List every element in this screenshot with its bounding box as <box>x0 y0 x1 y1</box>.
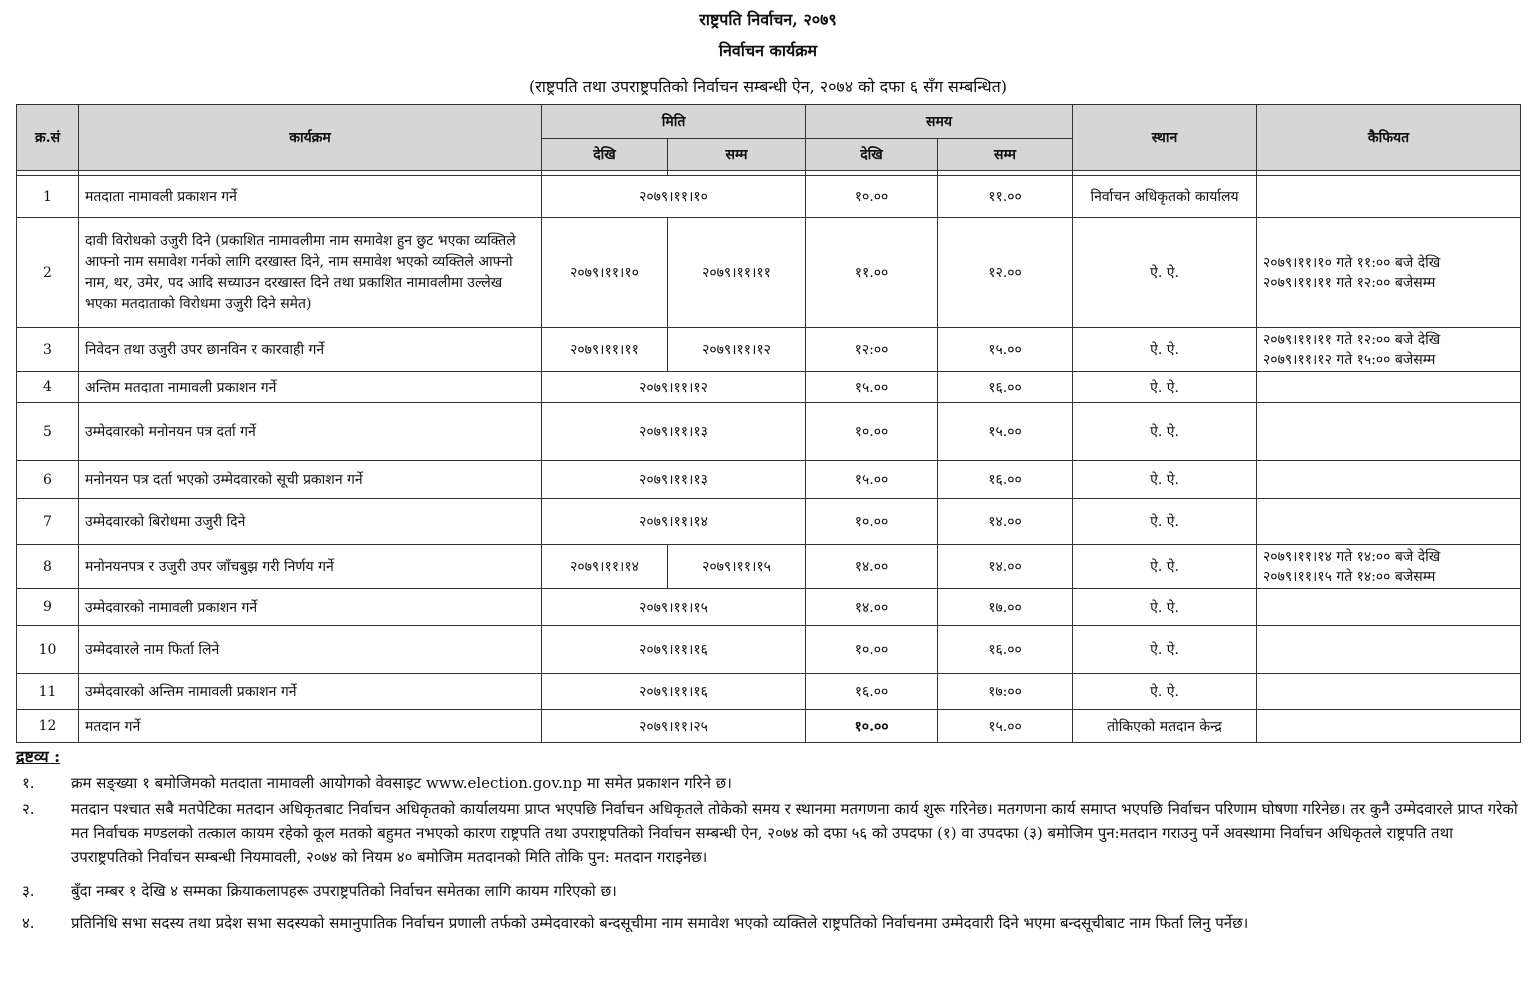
note-text: क्रम सङ्ख्या १ बमोजिमको मतदाता नामावली आयोगको वेवसाइट www.election.gov.np मा समेत प्रकाशन गरिने छ। <box>71 774 732 792</box>
header-program: कार्यक्रम <box>79 105 542 171</box>
row-place: तोकिएको मतदान केन्द्र <box>1073 710 1257 743</box>
table-row <box>17 372 1521 403</box>
row-serial: 3 <box>17 328 79 372</box>
row-time-to: १७:०० <box>938 674 1073 710</box>
row-program: मनोनयनपत्र र उजुरी उपर जाँचबुझ गरी निर्णय गर्ने <box>79 545 542 589</box>
row-serial: 11 <box>17 674 79 710</box>
table-row <box>17 218 1521 328</box>
row-date: २०७९।११।१६ <box>542 626 806 674</box>
row-time-to: १६.०० <box>938 372 1073 403</box>
row-time-to: १४.०० <box>938 545 1073 589</box>
note-text: बुँदा नम्बर १ देखि ४ सम्मका क्रियाकलापहरू उपराष्ट्रपतिको निर्वाचन समेतका लागि कायम गरिएको छ। <box>71 882 617 900</box>
row-serial: 1 <box>17 176 79 218</box>
notes-title: द्रष्टव्य : <box>16 747 61 766</box>
header-time-to: सम्म <box>938 139 1073 171</box>
row-program: उम्मेदवारको नामावली प्रकाशन गर्ने <box>79 589 542 626</box>
table-row <box>17 403 1521 461</box>
row-remark <box>1257 176 1521 218</box>
row-date: २०७९।११।२५ <box>542 710 806 743</box>
row-time-from: १०.०० <box>806 499 938 545</box>
row-time-to: १४.०० <box>938 499 1073 545</box>
table-row <box>17 626 1521 674</box>
table-row <box>17 328 1521 372</box>
row-serial: 10 <box>17 626 79 674</box>
header-time: समय <box>806 105 1073 139</box>
header-date-to: सम्म <box>668 139 806 171</box>
row-program: उम्मेदवारको अन्तिम नामावली प्रकाशन गर्ने <box>79 674 542 710</box>
row-remark <box>1257 545 1521 589</box>
row-date-from: २०७९।११।१४ <box>542 545 668 589</box>
row-place: ऐ. ऐ. <box>1073 674 1257 710</box>
table-row <box>17 710 1521 743</box>
row-date: २०७९।११।१६ <box>542 674 806 710</box>
row-time-from: १५.०० <box>806 372 938 403</box>
row-date: २०७९।११।१४ <box>542 499 806 545</box>
row-date: २०७९।११।१३ <box>542 461 806 499</box>
table-row <box>17 461 1521 499</box>
document-subtitle: निर्वाचन कार्यक्रम <box>718 41 818 60</box>
row-program: अन्तिम मतदाता नामावली प्रकाशन गर्ने <box>79 372 542 403</box>
row-date: २०७९।११।१२ <box>542 372 806 403</box>
header-time-from: देखि <box>806 139 938 171</box>
row-program: उम्मेदवारको मनोनयन पत्र दर्ता गर्ने <box>79 403 542 461</box>
row-time-from: १५.०० <box>806 461 938 499</box>
remark-end: २०७९।११।१५ गते १४:०० बजेसम्म <box>1263 568 1436 585</box>
table-row <box>17 499 1521 545</box>
row-time-from: १६.०० <box>806 674 938 710</box>
row-date-to: २०७९।११।१२ <box>668 328 806 372</box>
row-place: निर्वाचन अधिकृतको कार्यालय <box>1073 176 1257 218</box>
header-date-from: देखि <box>542 139 668 171</box>
notes-section <box>16 745 1520 935</box>
note-number: ४. <box>22 914 35 932</box>
note-number: ३. <box>22 882 35 900</box>
legal-reference: (राष्ट्रपति तथा उपराष्ट्रपतिको निर्वाचन सम्बन्धी ऐन, २०७४ को दफा ६ सँग सम्बन्धित) <box>529 77 1007 96</box>
header-place: स्थान <box>1073 105 1257 171</box>
row-time-from: १०.०० <box>806 403 938 461</box>
row-time-from: १०.०० <box>806 626 938 674</box>
note-number: २. <box>22 800 35 818</box>
row-time-to: १५.०० <box>938 403 1073 461</box>
row-serial: 2 <box>17 218 79 328</box>
row-serial: 12 <box>17 710 79 743</box>
row-serial: 4 <box>17 372 79 403</box>
row-place: ऐ. ऐ. <box>1073 589 1257 626</box>
row-place: ऐ. ऐ. <box>1073 545 1257 589</box>
row-place: ऐ. ऐ. <box>1073 372 1257 403</box>
row-program: उम्मेदवारले नाम फिर्ता लिने <box>79 626 542 674</box>
row-time-from: १४.०० <box>806 545 938 589</box>
row-remark <box>1257 218 1521 328</box>
row-serial: 6 <box>17 461 79 499</box>
row-time-to: १७.०० <box>938 589 1073 626</box>
row-time-to: १५.०० <box>938 328 1073 372</box>
row-place: ऐ. ऐ. <box>1073 626 1257 674</box>
row-date-from: २०७९।११।१० <box>542 218 668 328</box>
row-remark <box>1257 403 1521 461</box>
row-remark <box>1257 674 1521 710</box>
row-time-from: १०.०० <box>806 710 938 743</box>
note-text: प्रतिनिधि सभा सदस्य तथा प्रदेश सभा सदस्यको समानुपातिक निर्वाचन प्रणाली तर्फको उम्मेदवारको बन्दसूचीमा नाम समावेश भएको व्यक्तिले राष्ट्रपतिको निर्वाचनमा उम्मेदवारी दिने भएमा बन्दसूचीबाट नाम फिर्ता लिनु पर्नेछ। <box>71 914 1249 932</box>
note-item <box>16 879 1520 903</box>
row-time-from: ११.०० <box>806 218 938 328</box>
row-place: ऐ. ऐ. <box>1073 218 1257 328</box>
row-serial: 5 <box>17 403 79 461</box>
document-title: राष्ट्रपति निर्वाचन, २०७९ <box>699 10 837 29</box>
remark-start: २०७९।११।१४ गते १४:०० बजे देखि <box>1263 548 1441 565</box>
row-time-from: १०.०० <box>806 176 938 218</box>
row-program: निवेदन तथा उजुरी उपर छानविन र कारवाही गर्ने <box>79 328 542 372</box>
row-date: २०७९।११।१५ <box>542 589 806 626</box>
row-serial: 9 <box>17 589 79 626</box>
remark-end: २०७९।११।११ गते १२:०० बजेसम्म <box>1263 274 1436 291</box>
table-row <box>17 176 1521 218</box>
table-row <box>17 674 1521 710</box>
remark-start: २०७९।११।१० गते ११:०० बजे देखि <box>1263 254 1441 271</box>
row-remark <box>1257 328 1521 372</box>
note-text: मतदान पश्चात सबै मतपेटिका मतदान अधिकृतबाट निर्वाचन अधिकृतको कार्यालयमा प्राप्त भएपछि निर्वाचन अधिकृतले तोकेको समय र स्थानमा मतगणना कार्य शुरू गरिनेछ। मतगणना कार्य समाप्त भएपछि निर्वाचन परिणाम घोषणा गरिनेछ। तर कुनै उम्मेदवारले प्राप्त गरेको मत निर्वाचक मण्डलको तत्काल कायम रहेको कूल मतको बहुमत नभएको कारण राष्ट्रपति तथा उपराष्ट्रपतिको निर्वाचन सम्बन्धी ऐन, २०७४ को दफा ५६ को उपदफा (१) वा उपदफा (३) बमोजिम पुन:मतदान गराउनु पर्ने अवस्थामा निर्वाचन अधिकृतले राष्ट्रपति तथा उपराष्ट्रपतिको निर्वाचन सम्बन्धी नियमावली, २०७४ को नियम ४० बमोजिम मतदानको मिति तोकि पुन: मतदान गराइनेछ। <box>71 800 1518 866</box>
row-time-from: १२:०० <box>806 328 938 372</box>
row-place: ऐ. ऐ. <box>1073 403 1257 461</box>
header-date: मिति <box>542 105 806 139</box>
row-time-from: १४.०० <box>806 589 938 626</box>
header-serial: क्र.सं <box>17 105 79 171</box>
row-remark <box>1257 710 1521 743</box>
row-program: दावी विरोधको उजुरी दिने (प्रकाशित नामावलीमा नाम समावेश हुन छुट भएका व्यक्तिले आफ्नो नाम समावेश गर्नको लागि दरखास्त दिने, नाम समावेश भएको व्यक्तिले आफ्नो नाम, थर, उमेर, पद आदि सच्याउन दरखास्त दिने तथा प्रकाशित नामावलीमा उल्लेख भएका मतदाताको विरोधमा उजुरी दिने समेत) <box>79 218 542 328</box>
row-date-to: २०७९।११।११ <box>668 218 806 328</box>
election-schedule-table <box>16 104 1521 743</box>
row-date-from: २०७९।११।११ <box>542 328 668 372</box>
note-item <box>16 911 1520 935</box>
row-place: ऐ. ऐ. <box>1073 461 1257 499</box>
row-time-to: १६.०० <box>938 626 1073 674</box>
row-program: मतदान गर्ने <box>79 710 542 743</box>
note-item <box>16 771 1520 795</box>
table-row <box>17 545 1521 589</box>
row-remark <box>1257 499 1521 545</box>
row-remark <box>1257 372 1521 403</box>
row-serial: 7 <box>17 499 79 545</box>
header-remark: कैफियत <box>1257 105 1521 171</box>
row-serial: 8 <box>17 545 79 589</box>
remark-start: २०७९।११।११ गते १२:०० बजे देखि <box>1263 331 1441 348</box>
note-number: १. <box>22 774 35 792</box>
row-time-to: १५.०० <box>938 710 1073 743</box>
row-place: ऐ. ऐ. <box>1073 328 1257 372</box>
row-place: ऐ. ऐ. <box>1073 499 1257 545</box>
row-program: मतदाता नामावली प्रकाशन गर्ने <box>79 176 542 218</box>
remark-end: २०७९।११।१२ गते १५:०० बजेसम्म <box>1263 351 1436 368</box>
row-date: २०७९।११।१० <box>542 176 806 218</box>
row-program: उम्मेदवारको बिरोधमा उजुरी दिने <box>79 499 542 545</box>
row-date: २०७९।११।१३ <box>542 403 806 461</box>
row-program: मनोनयन पत्र दर्ता भएको उम्मेदवारको सूची प्रकाशन गर्ने <box>79 461 542 499</box>
note-item <box>16 797 1520 869</box>
row-remark <box>1257 589 1521 626</box>
row-remark <box>1257 461 1521 499</box>
row-time-to: ११.०० <box>938 176 1073 218</box>
row-time-to: १२.०० <box>938 218 1073 328</box>
table-row <box>17 589 1521 626</box>
row-time-to: १६.०० <box>938 461 1073 499</box>
row-remark <box>1257 626 1521 674</box>
row-date-to: २०७९।११।१५ <box>668 545 806 589</box>
